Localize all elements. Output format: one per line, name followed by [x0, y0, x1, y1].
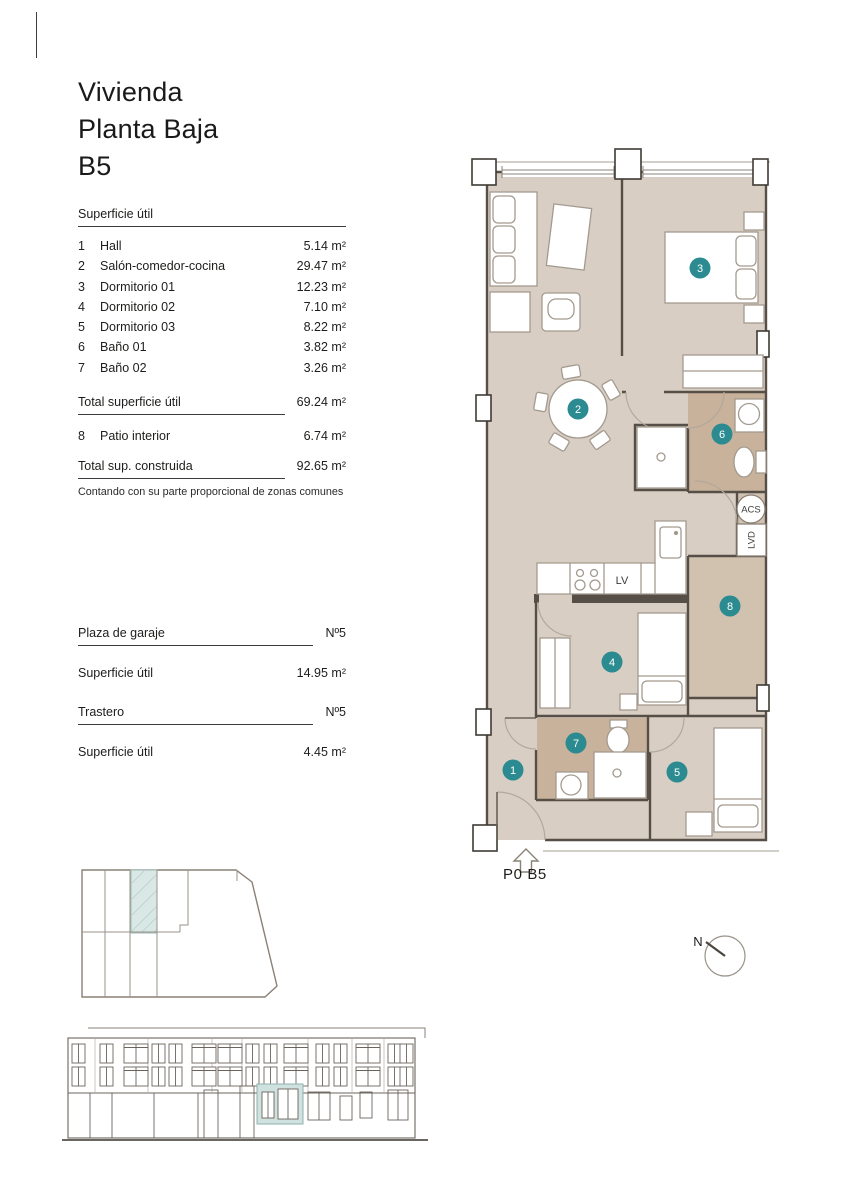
wardrobe: [683, 355, 763, 388]
lvd-unit: [737, 524, 766, 556]
window: [502, 166, 614, 178]
room-area: 3.26 m²: [303, 360, 346, 375]
svg-text:5: 5: [673, 767, 681, 779]
storage-surface-label: Superficie útil: [78, 744, 154, 759]
title-line-2: Planta Baja: [78, 114, 219, 144]
north-indicator: [688, 926, 752, 988]
room-number: 6: [78, 340, 85, 355]
lv-label: LV: [615, 575, 629, 587]
svg-text:2: 2: [574, 404, 582, 416]
storage-row: [78, 705, 346, 725]
room-number: 5: [78, 320, 85, 335]
room-number: 7: [78, 360, 85, 375]
room-badge-7: [566, 733, 587, 754]
unit-highlight: [131, 870, 157, 933]
total-util-row: [78, 395, 346, 415]
room-area: 5.14 m²: [303, 239, 346, 253]
title-line-1: Vivienda: [78, 77, 183, 107]
surface-table: [78, 236, 346, 378]
room-badge-6: [712, 424, 733, 445]
side-table: [490, 292, 530, 332]
armchair: [542, 293, 580, 331]
table-row: [78, 256, 346, 276]
garage-surface-row: [78, 663, 346, 683]
room-number: 1: [78, 239, 85, 253]
room-name: Baño 01: [100, 340, 147, 355]
room-badge-1: [503, 760, 524, 781]
table-row: [78, 277, 346, 297]
svg-text:8: 8: [726, 601, 734, 613]
svg-text:7: 7: [572, 738, 580, 750]
room-area: 3.82 m²: [303, 340, 346, 355]
room-name: Hall: [100, 239, 122, 253]
room-badge-2: [568, 399, 589, 420]
room-name: Baño 02: [100, 360, 147, 375]
acs-label: ACS: [741, 504, 761, 516]
garage-row: [78, 626, 346, 646]
room-badge-4: [602, 652, 623, 673]
garage-surface-label: Superficie útil: [78, 666, 154, 681]
surface-table-heading: Superficie útil: [78, 207, 346, 227]
svg-text:4: 4: [608, 657, 616, 669]
room-number: 4: [78, 299, 85, 314]
closet: [540, 638, 570, 708]
common-zones-note: Contando con su parte proporcional de zonas comunes: [78, 486, 344, 499]
svg-text:3: 3: [696, 263, 704, 275]
room-area: 12.23 m²: [296, 279, 346, 294]
room-badge-5: [667, 762, 688, 783]
page-title: [78, 74, 346, 185]
total-built-label: Total sup. construida: [78, 459, 285, 479]
bathroom-sink: [735, 399, 764, 432]
title-line-3: B5: [78, 151, 112, 181]
room-name: Dormitorio 03: [100, 320, 176, 335]
table-row: [78, 297, 346, 317]
storage-label: Trastero: [78, 705, 313, 725]
room-number: 3: [78, 279, 85, 294]
sofa: [490, 192, 537, 286]
toilet: [607, 720, 629, 753]
window: [643, 166, 755, 178]
garage-label: Plaza de garaje: [78, 626, 313, 646]
bathroom-sink: [556, 772, 588, 799]
room-area: 29.47 m²: [296, 259, 346, 274]
lvd-label: LVD: [746, 531, 758, 549]
rug: [546, 204, 591, 270]
storage-number: Nº5: [325, 704, 346, 719]
site-plan: [70, 855, 315, 1005]
room-number: 8: [78, 429, 85, 444]
unit-label: P0 B5: [503, 866, 547, 883]
room-name: Salón-comedor-cocina: [100, 259, 226, 274]
patio-row: [78, 426, 346, 446]
storage-surface-row: [78, 742, 346, 762]
toilet: [734, 447, 766, 477]
north-label: N: [693, 934, 703, 949]
garage-surface-value: 14.95 m²: [296, 666, 346, 681]
total-util-label: Total superficie útil: [78, 395, 285, 415]
total-built-row: [78, 459, 346, 479]
table-row: [78, 337, 346, 357]
info-panel: [78, 74, 346, 762]
room-name: Patio interior: [100, 429, 171, 444]
garage-number: Nº5: [325, 626, 346, 641]
room-area: 7.10 m²: [303, 299, 346, 314]
table-row: [78, 358, 346, 378]
shower: [594, 752, 646, 798]
svg-text:6: 6: [718, 429, 726, 441]
storage-surface-value: 4.45 m²: [303, 744, 346, 759]
shower: [637, 427, 686, 488]
svg-text:1: 1: [509, 765, 517, 777]
elevation-drawing: [58, 1018, 433, 1146]
elevation-unit-highlight: [257, 1084, 303, 1124]
acs-unit: [737, 495, 765, 523]
room-name: Dormitorio 01: [100, 279, 176, 294]
room-badge-3: [690, 258, 711, 279]
room-name: Dormitorio 02: [100, 299, 176, 314]
total-built-value: 92.65 m²: [296, 459, 346, 474]
page-corner-mark: [36, 12, 37, 58]
room-area: 6.74 m²: [303, 429, 346, 444]
room-number: 2: [78, 259, 85, 274]
table-row: [78, 236, 346, 256]
room-area: 8.22 m²: [303, 320, 346, 335]
total-util-value: 69.24 m²: [296, 395, 346, 410]
table-row: [78, 317, 346, 337]
floor-plan: [468, 143, 784, 891]
room-badge-8: [720, 596, 741, 617]
